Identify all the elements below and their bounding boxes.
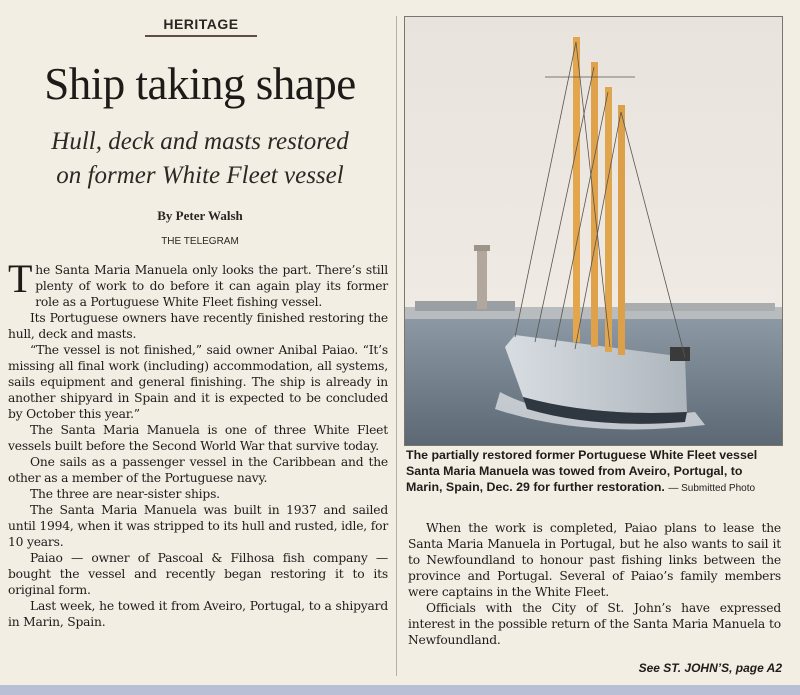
article-paragraph: When the work is completed, Paiao plans to lease the Santa Maria Manuela in Portugal, but he also wants to sail it to Newfoundland to honour past fishing links between the province and Portugal. Several of Paiao’s family members were captains in the White Fleet. bbox=[408, 521, 781, 599]
continued-reference: See ST. JOHN’S, page A2 bbox=[638, 661, 782, 675]
article-paragraph: The three are near-sister ships. bbox=[30, 487, 220, 501]
ship-photo-illustration bbox=[405, 17, 782, 445]
article-paragraph: The Santa Maria Manuela is one of three White Fleet vessels built before the Second World War that survive today. bbox=[8, 423, 388, 453]
drop-cap: T bbox=[8, 256, 33, 301]
article-body-column-1 bbox=[8, 256, 388, 630]
article-paragraph: The Santa Maria Manuela only looks the part. There’s still plenty of work to do before it can again play its former role as a Portuguese White Fleet fishing vessel. bbox=[8, 256, 388, 309]
article-body-column-2 bbox=[408, 520, 781, 648]
subheadline-line-2: on former White Fleet vessel bbox=[56, 162, 344, 189]
article-paragraph: The Santa Maria Manuela was built in 1937 and sailed until 1994, when it was stripped to its hull and rusted, idle, for 10 years. bbox=[8, 503, 388, 549]
byline-by: By bbox=[157, 208, 173, 223]
article-paragraph: One sails as a passenger vessel in the Caribbean and the other as a member of the Portuguese navy. bbox=[8, 455, 388, 485]
subheadline-line-1: Hull, deck and masts restored bbox=[51, 128, 349, 155]
article-paragraph: Its Portuguese owners have recently finished restoring the hull, deck and masts. bbox=[8, 311, 388, 341]
ship-photo bbox=[404, 16, 783, 446]
subheadline bbox=[20, 125, 380, 193]
byline-last-name: Walsh bbox=[208, 208, 243, 223]
bottom-edge bbox=[0, 685, 800, 695]
section-label: HERITAGE bbox=[145, 16, 257, 37]
article-paragraph: Last week, he towed it from Aveiro, Portugal, to a shipyard in Marin, Spain. bbox=[8, 599, 388, 629]
column-divider bbox=[396, 16, 397, 676]
article-paragraph: Paiao — owner of Pascoal & Filhosa fish company — bought the vessel and recently began restoring it to its original form. bbox=[8, 551, 388, 597]
headline: Ship taking shape bbox=[44, 59, 356, 109]
byline bbox=[100, 208, 300, 224]
caption-text: The partially restored former Portuguese White Fleet vessel Santa Maria Manuela was towed from Aveiro, Portugal, to Marin, Spain, Dec. 29 for further restoration. bbox=[406, 448, 758, 494]
photo-caption bbox=[406, 447, 782, 497]
photo-credit: — Submitted Photo bbox=[668, 483, 756, 494]
byline-first-name: Peter bbox=[175, 208, 206, 223]
article-paragraph: Officials with the City of St. John’s have expressed interest in the possible return of the Santa Maria Manuela to Newfoundland. bbox=[408, 601, 781, 647]
byline-source: THE TELEGRAM bbox=[161, 236, 239, 247]
article-paragraph: “The vessel is not finished,” said owner Anibal Paiao. “It’s missing all final work (including) accommodation, all systems, sails equipment and general finishing. The ship is already in another shipyard in Spain and it is expected to be concluded by October this year.” bbox=[8, 343, 388, 421]
